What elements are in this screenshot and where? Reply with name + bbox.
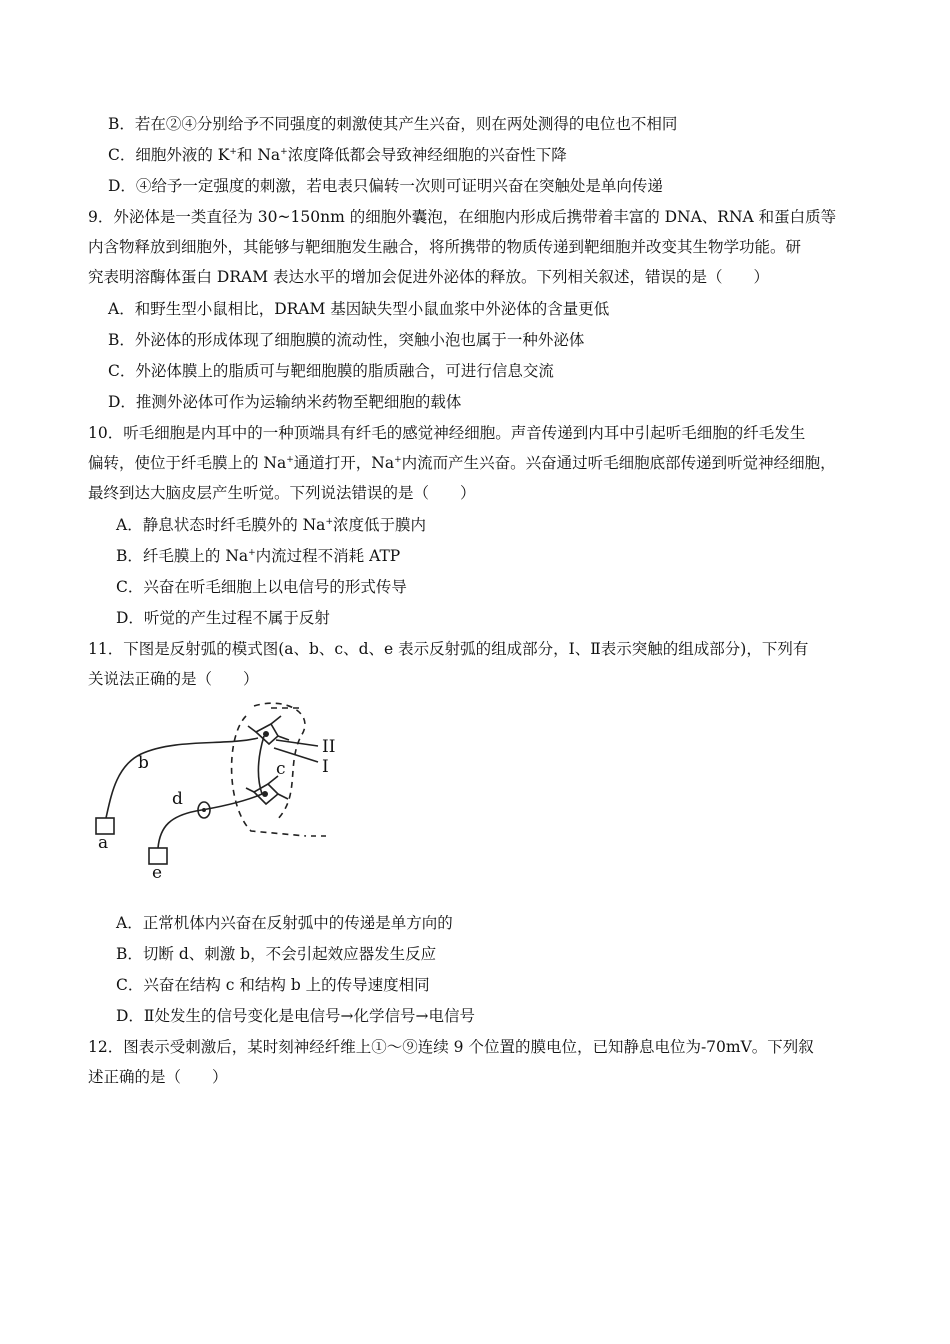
q9-option-d: D．推测外泌体可作为运输纳米药物至靶细胞的载体 (108, 393, 462, 411)
q9-stem-line-3: 究表明溶酶体蛋白 DRAM 表达水平的增加会促进外泌体的释放。下列相关叙述，错误的是（ ） (88, 268, 770, 286)
q10-stem-line-1: 10．听毛细胞是内耳中的一种顶端具有纤毛的感觉神经细胞。声音传递到内耳中引起听毛细胞的纤毛发生 (88, 424, 806, 442)
ganglion-dot (202, 808, 206, 812)
effector-box-e (149, 848, 167, 864)
label-c: c (276, 759, 286, 779)
q11-option-a: A．正常机体内兴奋在反射弧中的传递是单方向的 (116, 914, 453, 932)
label-a: a (98, 833, 109, 853)
q12-stem-line-1: 12．图表示受刺激后，某时刻神经纤维上①～⑨连续 9 个位置的膜电位，已知静息电位为-70mV。下列叙 (88, 1038, 814, 1056)
q10-option-c: C．兴奋在听毛细胞上以电信号的形式传导 (116, 578, 407, 596)
q8-option-b: B．若在②④分别给予不同强度的刺激使其产生兴奋，则在两处测得的电位也不相同 (108, 115, 678, 133)
reflex-arc-diagram (86, 696, 386, 886)
pointer-ii (276, 740, 318, 746)
q9-option-a: A．和野生型小鼠相比，DRAM 基因缺失型小鼠血浆中外泌体的含量更低 (108, 300, 610, 318)
upper-dendrites (248, 716, 289, 740)
q11-stem-line-1: 11．下图是反射弧的模式图(a、b、c、d、e 表示反射弧的组成部分，Ⅰ、Ⅱ表示突触的组成部分)，下列有 (88, 640, 809, 658)
q11-stem-line-2: 关说法正确的是（ ） (88, 670, 259, 688)
label-b: b (138, 753, 149, 773)
label-i: I (322, 757, 329, 777)
q9-option-b: B．外泌体的形成体现了细胞膜的流动性，突触小泡也属于一种外泌体 (108, 331, 585, 349)
q11-option-d: D．Ⅱ处发生的信号变化是电信号→化学信号→电信号 (116, 1007, 475, 1025)
receptor-box-a (96, 818, 114, 834)
label-ii: II (322, 737, 336, 757)
q10-stem-line-3: 最终到达大脑皮层产生听觉。下列说法错误的是（ ） (88, 484, 476, 502)
q11-option-b: B．切断 d、刺激 b，不会引起效应器发生反应 (116, 945, 437, 963)
lower-nucleus (262, 791, 268, 797)
reflex-arc-svg (86, 696, 386, 886)
q10-option-d: D．听觉的产生过程不属于反射 (116, 609, 330, 627)
q10-option-a: A．静息状态时纤毛膜外的 Na+浓度低于膜内 (116, 516, 426, 534)
q10-stem-line-2: 偏转，使位于纤毛膜上的 Na+通道打开，Na+内流而产生兴奋。兴奋通过听毛细胞底部传递到听觉神经细胞， (88, 454, 836, 472)
q9-stem-line-1: 9．外泌体是一类直径为 30~150nm 的细胞外囊泡，在细胞内形成后携带着丰富的 DNA、RNA 和蛋白质等 (88, 208, 837, 226)
label-d: d (172, 789, 183, 809)
q8-option-d: D．④给予一定强度的刺激，若电表只偏转一次则可证明兴奋在突触处是单向传递 (108, 177, 663, 195)
q11-option-c: C．兴奋在结构 c 和结构 b 上的传导速度相同 (116, 976, 430, 994)
upper-nucleus (263, 731, 269, 737)
q10-option-b: B．纤毛膜上的 Na+内流过程不消耗 ATP (116, 547, 401, 565)
q8-option-c: C．细胞外液的 K+和 Na+浓度降低都会导致神经细胞的兴奋性下降 (108, 146, 567, 164)
label-e: e (152, 863, 163, 883)
q9-stem-line-2: 内含物释放到细胞外，其能够与靶细胞发生融合，将所携带的物质传递到靶细胞并改变其生物学功能。研 (88, 238, 802, 256)
interneuron-c (258, 736, 264, 794)
q9-option-c: C．外泌体膜上的脂质可与靶细胞膜的脂质融合，可进行信息交流 (108, 362, 554, 380)
q12-stem-line-2: 述正确的是（ ） (88, 1068, 228, 1086)
